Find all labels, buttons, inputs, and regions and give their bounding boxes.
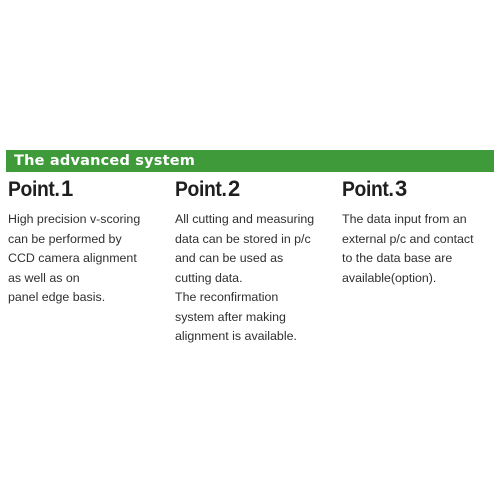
point-description-3: The data input from an external p/c and contact to the data base are available(option). — [342, 212, 474, 285]
point-word: Point. — [8, 178, 60, 201]
point-column-2 — [175, 178, 335, 347]
point-heading-2 — [175, 178, 335, 204]
point-word: Point. — [342, 178, 394, 201]
point-heading-1 — [8, 178, 168, 204]
point-column-3 — [342, 178, 500, 288]
point-heading-3 — [342, 178, 500, 204]
point-number: 2 — [227, 176, 241, 201]
point-description-1: High precision v-scoring can be performed by CCD camera alignment as well as on panel edge basis. — [8, 212, 141, 304]
section-title: The advanced system — [14, 152, 196, 169]
point-column-1 — [8, 178, 168, 308]
point-description-2: All cutting and measuring data can be stored in p/c and can be used as cutting data. The reconfirmation system after making alignment is available. — [175, 212, 315, 343]
point-number: 3 — [394, 176, 408, 201]
point-number: 1 — [60, 176, 74, 201]
point-word: Point. — [175, 178, 227, 201]
section-banner — [6, 150, 494, 172]
